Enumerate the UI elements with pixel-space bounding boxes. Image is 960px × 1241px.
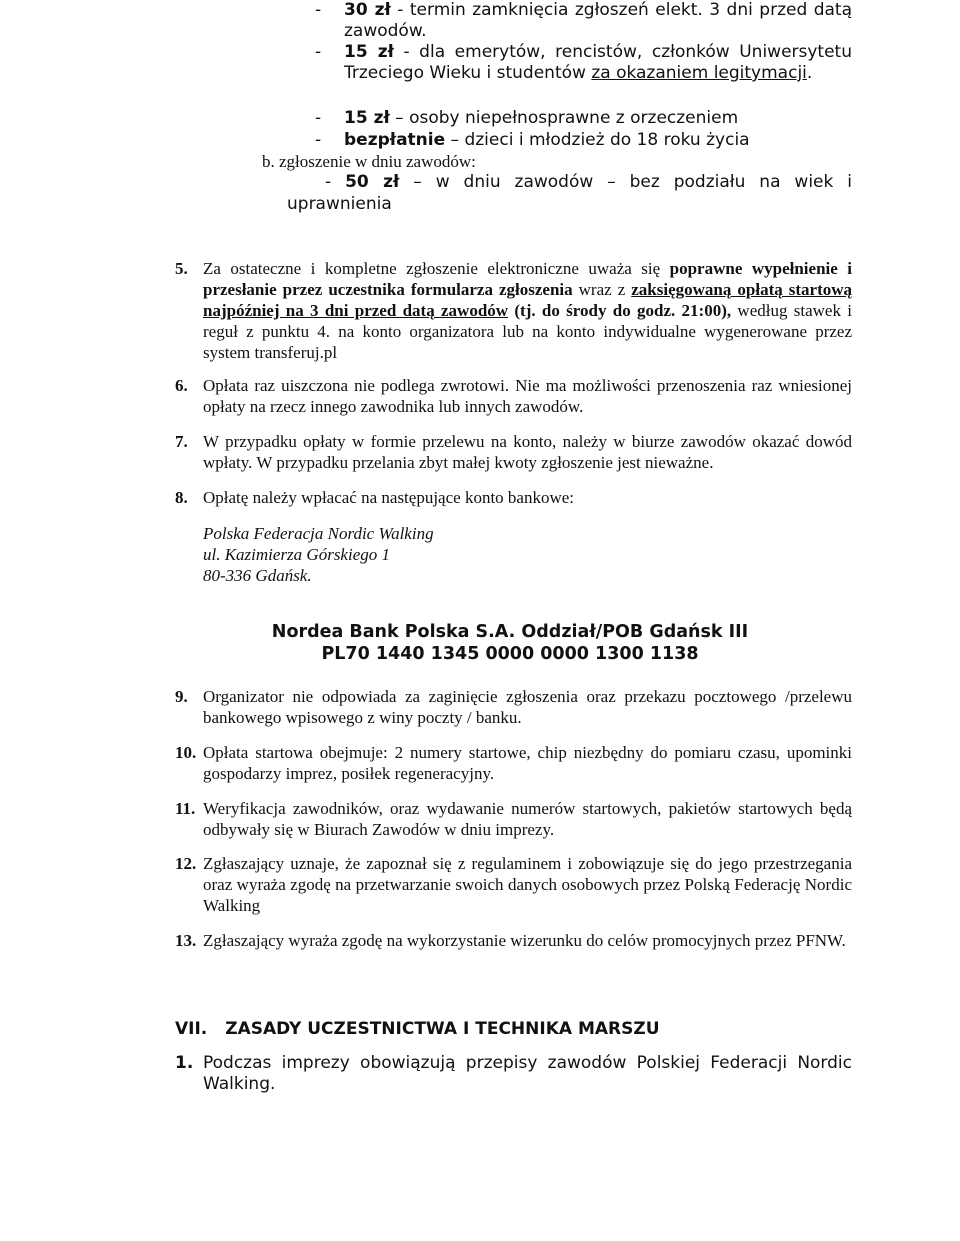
bank-account-number: PL70 1440 1345 0000 0000 1300 1138: [321, 644, 699, 664]
list-dash: -: [315, 108, 322, 128]
fee-item: 30 zł - termin zamknięcia zgłoszeń elekt. 3 dni przed datą zawodów.: [344, 0, 853, 41]
item-12-text: Zgłaszający uznaje, że zapoznał się z regulaminem i zobowiązuje się do jego przestrzegania oraz wyraża zgodę na przetwarzanie swoich danych osobowych przez Polską Federację Nordic Walking: [203, 854, 852, 915]
item-number: 6.: [175, 376, 188, 395]
item-number: 10.: [175, 743, 197, 762]
item-number: 1.: [175, 1053, 194, 1073]
address-line: Polska Federacja Nordic Walking: [203, 524, 434, 543]
item-7-text: W przypadku opłaty w formie przelewu na konto, należy w biurze zawodów okazać dowód wpłaty. W przypadku przelania zbyt małej kwoty zgłoszenie jest nieważne.: [203, 432, 852, 472]
section-heading: VII. ZASADY UCZESTNICTWA I TECHNIKA MARSZU: [175, 1019, 660, 1039]
address-line: 80-336 Gdańsk.: [203, 566, 312, 585]
item-8-text: Opłatę należy wpłacać na następujące konto bankowe:: [203, 488, 575, 507]
bank-name: Nordea Bank Polska S.A. Oddział/POB Gdańsk III: [271, 622, 749, 642]
sub-item-b-line1: - 50 zł – w dniu zawodów – bez podziału na wiek i: [325, 172, 853, 192]
item-number: 5.: [175, 259, 188, 278]
list-dash: -: [315, 130, 322, 150]
sub-item-b-label: b. zgłoszenie w dniu zawodów:: [262, 152, 476, 171]
item-number: 13.: [175, 931, 197, 950]
vii-1-text: Podczas imprezy obowiązują przepisy zawodów Polskiej Federacji Nordic Walking.: [203, 1053, 852, 1094]
item-10-text: Opłata startowa obejmuje: 2 numery startowe, chip niezbędny do pomiaru czasu, upominki gospodarzy imprez, posiłek regeneracyjny.: [203, 743, 852, 783]
item-13-text: Zgłaszający wyraża zgodę na wykorzystanie wizerunku do celów promocyjnych przez PFNW.: [203, 931, 846, 950]
item-number: 8.: [175, 488, 188, 507]
item-number: 11.: [175, 799, 196, 818]
item-number: 12.: [175, 854, 197, 873]
item-11-text: Weryfikacja zawodników, oraz wydawanie numerów startowych, pakietów startowych będą odbywały się w Biurach Zawodów w dniu imprezy.: [203, 799, 852, 839]
item-9-text: Organizator nie odpowiada za zaginięcie zgłoszenia oraz przekazu pocztowego /przelewu bankowego wpisowego z winy poczty / banku.: [203, 687, 852, 727]
item-6-text: Opłata raz uiszczona nie podlega zwrotowi. Nie ma możliwości przenoszenia raz wniesionej opłaty na rzecz innego zawodnika lub innych zawodów.: [203, 376, 852, 416]
fee-item: bezpłatnie – dzieci i młodzież do 18 roku życia: [344, 130, 750, 150]
fee-item: 15 zł - dla emerytów, rencistów, członków Uniwersytetu Trzeciego Wieku i studentów za okazaniem legitymacji.: [344, 42, 852, 83]
address-line: ul. Kazimierza Górskiego 1: [203, 545, 390, 564]
item-number: 7.: [175, 432, 188, 451]
fee-item: 15 zł – osoby niepełnosprawne z orzeczeniem: [344, 108, 739, 128]
item-5-text: Za ostateczne i kompletne zgłoszenie elektroniczne uważa się poprawne wypełnienie i przesłanie przez uczestnika formularza zgłoszenia wraz z zaksięgowaną opłatą startową najpóźniej na 3 dni przed datą zawodów (tj. do środy do godz. 21:00), według stawek i reguł z punktu 4. na konto organizatora lub na konto indywidualne wygenerowane przez system transferuj.pl: [203, 259, 853, 362]
list-dash: -: [315, 42, 322, 62]
list-dash: -: [315, 0, 322, 20]
sub-item-b-line2: uprawnienia: [287, 194, 392, 214]
item-number: 9.: [175, 687, 188, 706]
